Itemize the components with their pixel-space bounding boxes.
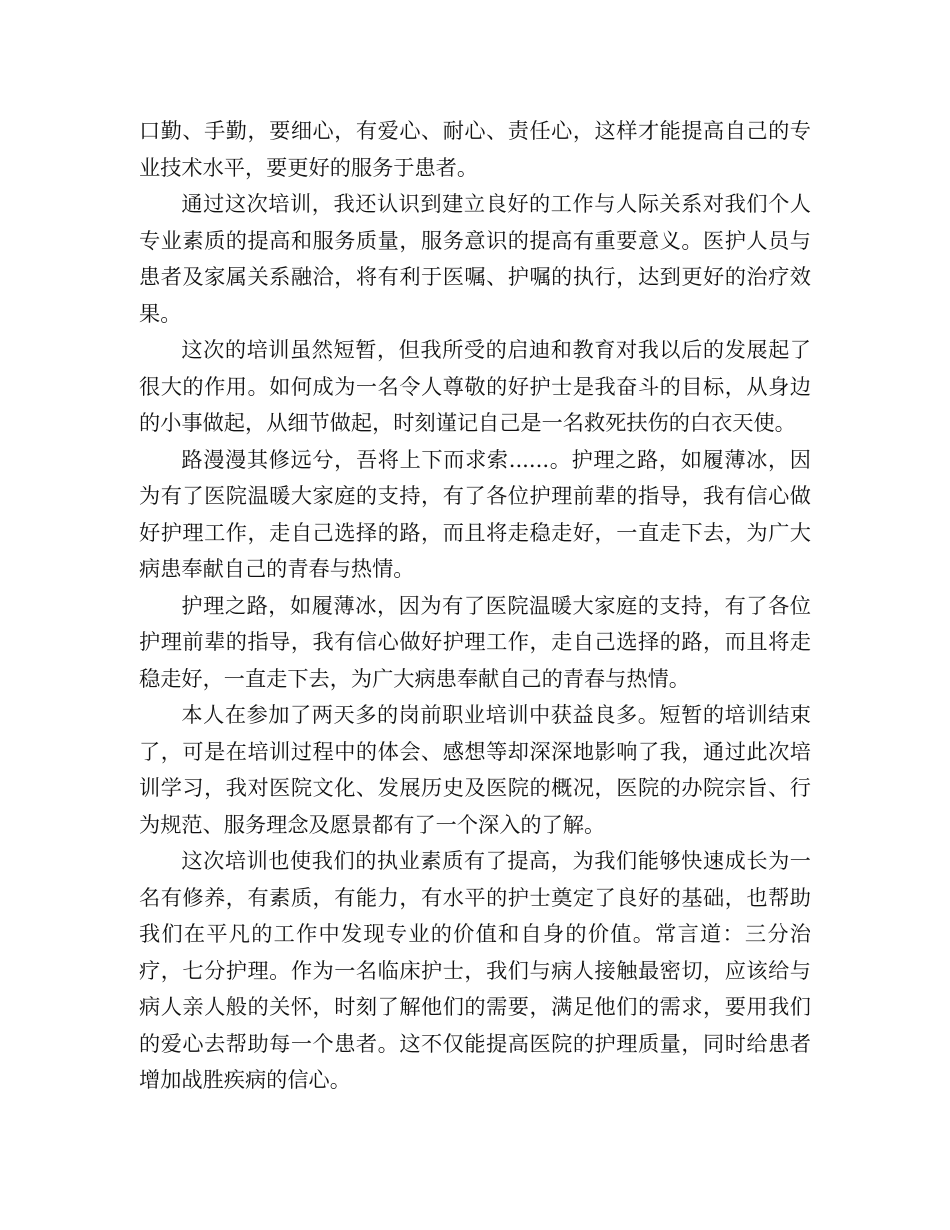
paragraph-continued: 口勤、手勤，要细心，有爱心、耐心、责任心，这样才能提高自己的专业技术水平，要更好的服务于患者。 [139,118,811,180]
paragraph: 这次的培训虽然短暂，但我所受的启迪和教育对我以后的发展起了很大的作用。如何成为一名令人尊敬的好护士是我奋斗的目标，从身边的小事做起，从细节做起，时刻谨记自己是一名救死扶伤的白衣天使。 [139,337,811,435]
paragraph: 通过这次培训，我还认识到建立良好的工作与人际关系对我们个人专业素质的提高和服务质量，服务意识的提高有重要意义。医护人员与患者及家属关系融洽，将有利于医嘱、护嘱的执行，达到更好的治疗效果。 [139,191,811,326]
paragraph: 护理之路，如履薄冰，因为有了医院温暖大家庭的支持，有了各位护理前辈的指导，我有信心做好护理工作，走自己选择的路，而且将走稳走好，一直走下去，为广大病患奉献自己的青春与热情。 [139,592,811,691]
paragraph: 这次培训也使我们的执业素质有了提高，为我们能够快速成长为一名有修养，有素质，有能力，有水平的护士奠定了良好的基础，也帮助我们在平凡的工作中发现专业的价值和自身的价值。常言道：三分治疗，七分护理。作为一名临床护士，我们与病人接触最密切，应该给与病人亲人般的关怀，时刻了解他们的需要，满足他们的需求，要用我们的爱心去帮助每一个患者。这不仅能提高医院的护理质量，同时给患者增加战胜疾病的信心。 [139,848,811,1092]
paragraph: 本人在参加了两天多的岗前职业培训中获益良多。短暂的培训结束了，可是在培训过程中的体会、感想等却深深地影响了我，通过此次培训学习，我对医院文化、发展历史及医院的概况，医院的办院宗旨、行为规范、服务理念及愿景都有了一个深入的了解。 [139,702,811,837]
document-body [139,113,811,1099]
paragraph: 路漫漫其修远兮，吾将上下而求索......。护理之路，如履薄冰，因为有了医院温暖大家庭的支持，有了各位护理前辈的指导，我有信心做好护理工作，走自己选择的路，而且将走稳走好，一直走下去，为广大病患奉献自己的青春与热情。 [139,446,811,581]
